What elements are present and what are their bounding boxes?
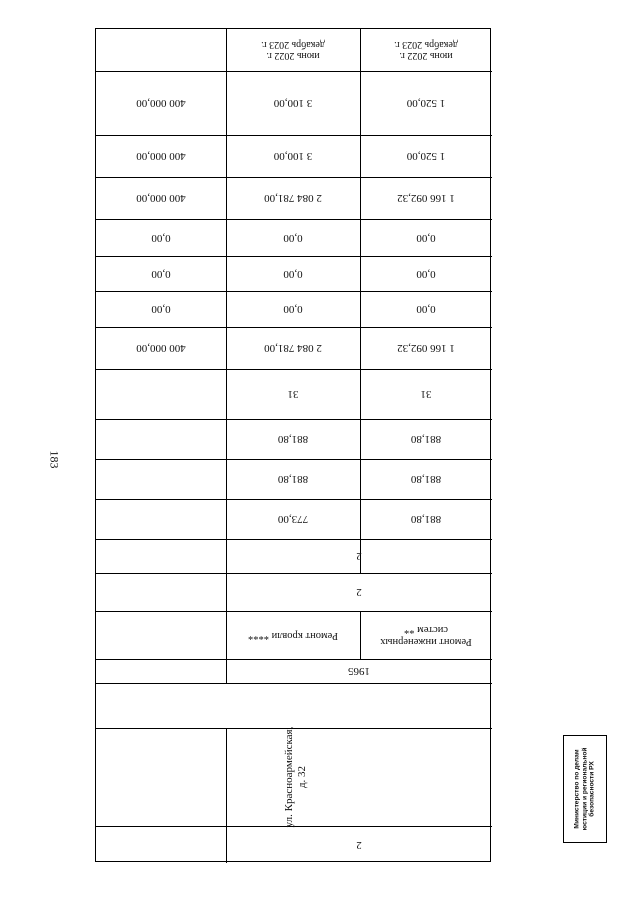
- stamp-text: Министерство по делам юстиции и региональной безопасности РХ: [573, 747, 596, 831]
- header-cell-a: июнь 2022 г. декабрь 2023 г.: [394, 39, 458, 62]
- cell-r3-a: 0,00: [416, 231, 436, 244]
- merged-cell-1: 2: [356, 550, 362, 563]
- cell-r1-b: 3 100,00: [273, 150, 313, 163]
- header-cell-c: [96, 29, 226, 71]
- cell-r4-b: 0,00: [283, 267, 303, 280]
- address-cell: [283, 727, 309, 828]
- address-text: ул. Красноармейская, д. 32: [282, 726, 308, 828]
- cell-r8-b: 881,80: [277, 433, 309, 446]
- cell-r9-a: 881,80: [410, 473, 442, 486]
- header-cell-b: июнь 2022 г. декабрь 2023 г.: [261, 39, 325, 62]
- merged-cell-2: 2: [356, 586, 362, 599]
- cell-r10-a: 881,80: [410, 513, 442, 526]
- cell-r5-c: 0,00: [151, 303, 171, 316]
- ministry-stamp: [563, 735, 607, 843]
- cell-r2-c: 400 000,00: [136, 192, 186, 205]
- cell-r7-b: 31: [287, 388, 299, 401]
- cell-r0-b: 3 100,00: [273, 97, 313, 110]
- cell-r1-c: 400 000,00: [136, 150, 186, 163]
- cell-r8-a: 881,80: [410, 433, 442, 446]
- cell-r9-b: 881,80: [277, 473, 309, 486]
- cell-r7-a: 31: [420, 388, 432, 401]
- work-type-a: Ремонт инженерных систем **: [380, 624, 472, 648]
- data-table: [95, 28, 491, 862]
- cell-r1-a: 1 520,00: [406, 150, 446, 163]
- cell-r4-c: 0,00: [151, 267, 171, 280]
- cell-r6-b: 2 084 781,00: [264, 342, 322, 355]
- cell-r3-c: 0,00: [151, 231, 171, 244]
- cell-r8-c: [96, 419, 226, 459]
- cell-r2-a: 1 166 092,32: [397, 192, 455, 205]
- cell-r0-a: 1 520,00: [406, 97, 446, 110]
- page-number: 183: [47, 450, 62, 469]
- cell-r5-a: 0,00: [416, 303, 436, 316]
- cell-r5-b: 0,00: [283, 303, 303, 316]
- work-type-b: Ремонт кровли ****: [248, 630, 338, 642]
- cell-r2-b: 2 084 781,00: [264, 192, 322, 205]
- row-number-cell: 2: [356, 838, 362, 851]
- cell-r0-c: 400 000,00: [136, 97, 186, 110]
- year-cell: 1965: [348, 665, 370, 678]
- cell-r9-c: [96, 459, 226, 499]
- cell-r6-c: 400 000,00: [136, 342, 186, 355]
- cell-r10-c: [96, 499, 226, 539]
- cell-r6-a: 1 166 092,32: [397, 342, 455, 355]
- cell-r10-b: 773,00: [277, 513, 309, 526]
- cell-r4-a: 0,00: [416, 267, 436, 280]
- cell-r3-b: 0,00: [283, 231, 303, 244]
- cell-r7-c: [96, 369, 226, 419]
